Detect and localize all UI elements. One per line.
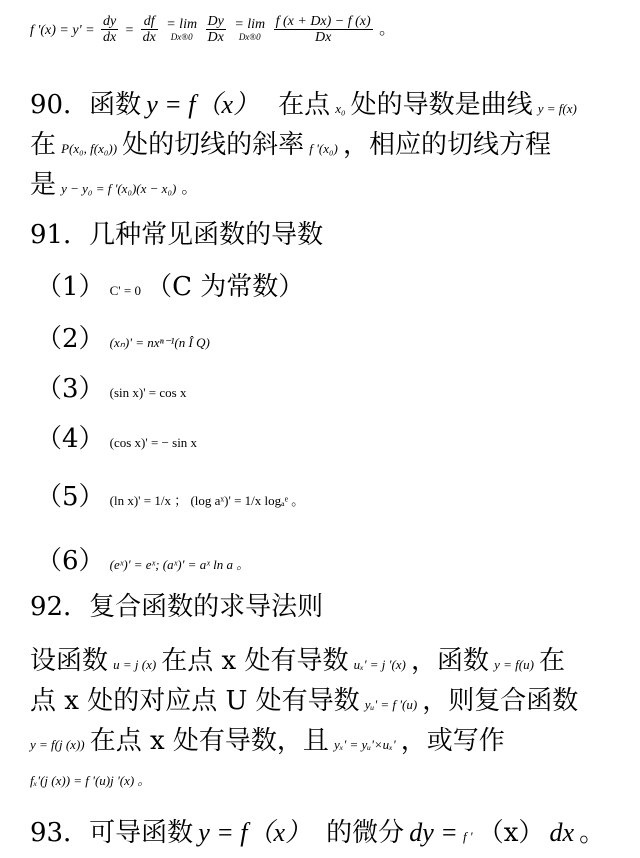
item-93-line bbox=[30, 812, 605, 849]
curve-formula: y = f(x) bbox=[537, 101, 577, 116]
formula-3 bbox=[36, 368, 186, 405]
slope-formula: f '(x₀) bbox=[309, 141, 338, 156]
item-90-heading: 90．函数 bbox=[30, 90, 142, 120]
point-P: P(x₀, f(x₀)) bbox=[61, 141, 118, 156]
formula: fₓ'(j (x)) = f '(u)j '(x) 。 bbox=[30, 773, 151, 788]
item-90-line-3 bbox=[30, 164, 197, 201]
point-x0: x₀ bbox=[335, 101, 346, 116]
formula-expression: (xₙ)' = nxⁿ⁻¹(n Î Q) bbox=[109, 335, 210, 350]
formula-number: （2） bbox=[36, 324, 105, 354]
item-92-line-1 bbox=[30, 640, 565, 677]
section-title: 92．复合函数的求导法则 bbox=[30, 592, 324, 622]
text: 设函数 bbox=[30, 646, 109, 676]
formula-number: （3） bbox=[36, 374, 105, 404]
formula-expression: C' = 0 bbox=[109, 283, 141, 298]
formula-number: （6） bbox=[36, 546, 105, 576]
formula-expression: (eˣ)' = eˣ; (aˣ)' = aˣ ln a 。 bbox=[109, 557, 250, 572]
text: 的微分 bbox=[326, 818, 405, 848]
formula-5 bbox=[36, 476, 304, 513]
formula-expression: (sin x)' = cos x bbox=[109, 385, 187, 400]
period: 。 bbox=[379, 18, 396, 38]
period: 。 bbox=[181, 178, 198, 197]
dy: dy = bbox=[409, 818, 458, 847]
text: ，相应的切线方程 bbox=[342, 130, 551, 160]
text: 处的切线的斜率 bbox=[122, 130, 305, 160]
formula-2 bbox=[36, 318, 210, 355]
tangent-line-formula: y − y₀ = f '(x₀)(x − x₀) bbox=[61, 181, 177, 196]
item-92-line-4 bbox=[30, 770, 150, 789]
text: ，则复合函数 bbox=[422, 686, 579, 716]
f-prime: f ' bbox=[462, 829, 473, 844]
item-93-heading: 93．可导函数 bbox=[30, 818, 194, 848]
text: ，或写作 bbox=[400, 726, 505, 756]
formula: u = j (x) bbox=[113, 657, 157, 672]
fraction-Dy-Dx: $\frac{Dy}{Dx}$ bbox=[207, 14, 224, 46]
formula-expression: (cos x)' = − sin x bbox=[109, 435, 198, 450]
text: 是 bbox=[30, 170, 57, 200]
fraction-dy-dx: $\frac{dy}{dx}$ bbox=[102, 14, 117, 46]
formula: yₓ' = yᵤ'×uₓ' bbox=[334, 737, 396, 752]
formula-6 bbox=[36, 540, 249, 577]
formula-number: （5） bbox=[36, 482, 105, 512]
formula-4 bbox=[36, 418, 197, 455]
limit-2: = lim Dx®0 bbox=[234, 17, 266, 42]
item-92-line-3 bbox=[30, 720, 505, 757]
formula-1 bbox=[36, 266, 304, 303]
text: 在 bbox=[30, 130, 57, 160]
formula-number: （1） bbox=[36, 272, 105, 302]
formula: uₓ' = j '(x) bbox=[353, 657, 406, 672]
text: （x） bbox=[477, 818, 545, 848]
fraction-difference-quotient: $\frac{f (x + Dx) - f (x)}{Dx}$ bbox=[275, 14, 371, 46]
item-92-line-2 bbox=[30, 680, 578, 717]
function-y-fx: y = f（x） bbox=[146, 90, 260, 119]
formula-note: （C 为常数） bbox=[146, 272, 305, 302]
text: 在 bbox=[539, 646, 566, 676]
item-92-title bbox=[30, 586, 323, 623]
limit-1: = lim Dx®0 bbox=[166, 17, 198, 42]
section-title: 91．几种常见函数的导数 bbox=[30, 220, 324, 250]
text: 在点 x 处有导数，且 bbox=[89, 726, 329, 756]
text: 在点 x 处有导数 bbox=[161, 646, 349, 676]
lhs: f '(x) = y' = bbox=[30, 22, 95, 38]
text: 处的导数是曲线 bbox=[350, 90, 533, 120]
formula-number: （4） bbox=[36, 424, 105, 454]
dx: dx bbox=[549, 818, 574, 847]
formula: y = f(j (x)) bbox=[30, 737, 85, 752]
item-91-title bbox=[30, 214, 323, 251]
fraction-df-dx: $\frac{df}{dx}$ bbox=[142, 14, 156, 46]
text: 在点 bbox=[278, 90, 331, 120]
item-90-line-2 bbox=[30, 124, 551, 161]
text: ，函数 bbox=[410, 646, 489, 676]
equals: = bbox=[124, 22, 135, 38]
formula: yᵤ' = f '(u) bbox=[364, 697, 418, 712]
derivative-definition-line bbox=[30, 14, 395, 46]
function-y-fx: y = f（x） bbox=[198, 818, 312, 847]
formula-expression: (ln x)' = 1/x ； (log aˣ)' = 1/x logₐᵉ 。 bbox=[109, 493, 305, 508]
period: 。 bbox=[579, 818, 606, 848]
item-90-line-1 bbox=[30, 84, 577, 121]
text: 点 x 处的对应点 U 处有导数 bbox=[30, 686, 360, 716]
formula: y = f(u) bbox=[494, 657, 534, 672]
